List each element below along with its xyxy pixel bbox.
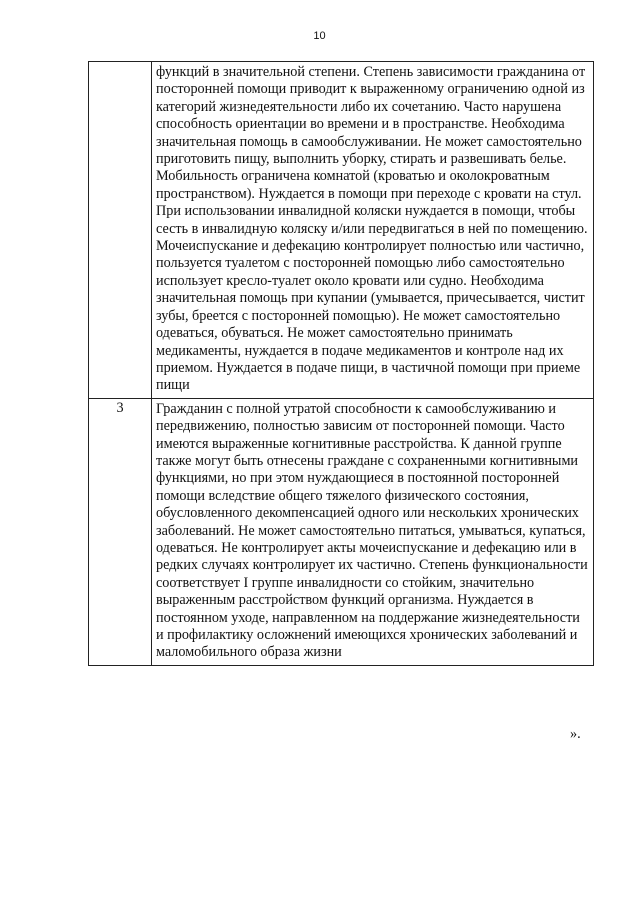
description-paragraph: Гражданин с полной утратой способности к самообслуживанию и передвижению, полностью зависим от посторонней помощи. Часто имеются выраженные когнитивные расстройства. К данной группе также могут быть отнесены граждане с сохраненными когнитивными функциями, но при этом нуждающиеся в постоянной посторонней помощи вследствие общего тяжелого физического состояния, обусловленного декомпенсацией одного или нескольких хронических заболеваний. Не может самостоятельно питаться, умываться, купаться, одеваться. Не контролирует акты мочеиспускание и дефекацию или в редких случаях контролирует их частично. Степень функциональности соответствует I группе инвалидности со стойким, значительно выраженным расстройством функций организма. Нуждается в постоянном уходе, направленном на поддержание жизнедеятельности и профилактику осложнений имеющихся хронических заболеваний и маломобильного образа жизни [156,400,588,661]
row-number-cell: 3 [89,398,152,665]
row-description-cell [152,62,594,399]
page-number: 10 [313,30,326,42]
row-description-cell [152,398,594,665]
care-level-table [88,61,594,666]
closing-quote: ». [570,726,581,742]
table-row [89,398,594,665]
row-number-cell [89,62,152,399]
table-row [89,62,594,399]
description-paragraph: функций в значительной степени. Степень зависимости гражданина от посторонней помощи приводит к выраженному ограничению одной из категорий жизнедеятельности либо их сочетанию. Часто нарушена способность ориентации во времени и в пространстве. Необходима значительная помощь в самообслуживании. Не может самостоятельно приготовить пищу, выполнить уборку, стирать и развешивать белье. Мобильность ограничена комнатой (кроватью и околокроватным пространством). Нуждается в помощи при переходе с кровати на стул. При использовании инвалидной коляски нуждается в помощи, чтобы сесть в инвалидную коляску и/или передвигаться в ней по помещению. [156,64,588,237]
description-paragraph: Мочеиспускание и дефекацию контролирует полностью или частично, пользуется туалетом с посторонней помощью либо самостоятельно использует кресло-туалет около кровати или судно. Необходима значительная помощь при купании (умывается, причесывается, чистит зубы, бреется с посторонней помощью). Не может самостоятельно одеваться, обуваться. Не может самостоятельно принимать медикаменты, нуждается в подаче медикаментов и контроле над их приемом. Нуждается в подаче пищи, в частичной помощи при приеме пищи [156,238,585,394]
